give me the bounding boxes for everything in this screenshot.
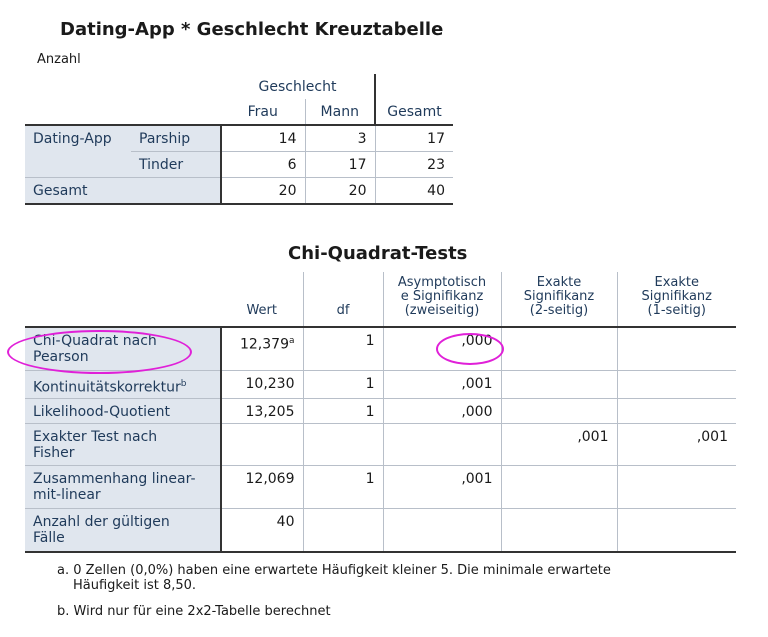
crosstab-subtitle: Anzahl bbox=[37, 52, 81, 67]
footnote-a: a. 0 Zellen (0,0%) haben eine erwartete Häufigkeit kleiner 5. Die minimale erwartete Häufigkeit ist 8,50. bbox=[57, 563, 611, 593]
cell-value: 40 bbox=[221, 509, 303, 552]
cell-value: ,001 bbox=[617, 424, 736, 466]
cell-value bbox=[617, 466, 736, 509]
row-label: Tinder bbox=[131, 152, 221, 178]
header-exakt2: Exakte Signifikanz (2-seitig) bbox=[501, 272, 617, 327]
header-geschlecht: Geschlecht bbox=[258, 78, 337, 95]
table-row bbox=[25, 125, 453, 152]
table-row bbox=[25, 178, 453, 205]
chi-table bbox=[25, 272, 736, 553]
cell-value: ,000 bbox=[383, 327, 501, 370]
cell-value: 6 bbox=[221, 152, 305, 178]
cell-value: 23 bbox=[375, 152, 453, 178]
cell-value: ,001 bbox=[383, 370, 501, 399]
cell-value: 40 bbox=[375, 178, 453, 205]
chi-title: Chi-Quadrat-Tests bbox=[288, 243, 468, 264]
cell-value bbox=[303, 509, 383, 552]
cell-value bbox=[501, 327, 617, 370]
cell-value: 20 bbox=[221, 178, 305, 205]
highlight-circle-significance bbox=[436, 333, 504, 365]
table-row bbox=[25, 152, 453, 178]
header-asym: Asymptotisch e Signifikanz (zweiseitig) bbox=[383, 272, 501, 327]
cell-value: 1 bbox=[303, 399, 383, 424]
cell-value bbox=[617, 370, 736, 399]
cell-value bbox=[501, 399, 617, 424]
table-row bbox=[25, 399, 736, 424]
cell-value bbox=[221, 424, 303, 466]
cell-value bbox=[617, 399, 736, 424]
cell-value bbox=[617, 327, 736, 370]
cell-value: 17 bbox=[305, 152, 375, 178]
cell-value bbox=[383, 424, 501, 466]
cell-value bbox=[383, 509, 501, 552]
footnote-b: b. Wird nur für eine 2x2-Tabelle berechnet bbox=[57, 604, 331, 619]
crosstab-title: Dating-App * Geschlecht Kreuztabelle bbox=[60, 19, 444, 40]
cell-value: 1 bbox=[303, 327, 383, 370]
cell-value: 17 bbox=[375, 125, 453, 152]
cell-value: ,000 bbox=[383, 399, 501, 424]
cell-value bbox=[501, 466, 617, 509]
cell-value: 14 bbox=[221, 125, 305, 152]
total-label: Gesamt bbox=[25, 178, 221, 205]
row-group-label: Dating-App bbox=[25, 125, 131, 152]
header-mann: Mann bbox=[320, 103, 359, 120]
cell-value: 12,069 bbox=[221, 466, 303, 509]
cell-value bbox=[303, 424, 383, 466]
header-wert: Wert bbox=[221, 272, 303, 327]
cell-value: ,001 bbox=[501, 424, 617, 466]
row-label: Parship bbox=[131, 125, 221, 152]
header-exakt1: Exakte Signifikanz (1-seitig) bbox=[641, 275, 712, 318]
crosstab-table bbox=[25, 74, 453, 205]
row-label: Zusammenhang linear- mit-linear bbox=[25, 466, 221, 509]
table-row bbox=[25, 424, 736, 466]
cell-value bbox=[617, 509, 736, 552]
cell-value: 3 bbox=[305, 125, 375, 152]
row-label: Anzahl der gültigen Fälle bbox=[25, 509, 221, 552]
header-df: df bbox=[303, 272, 383, 327]
cell-value: 10,230 bbox=[221, 370, 303, 399]
table-row bbox=[25, 509, 736, 552]
row-label: Kontinuitätskorrektur$^b$ bbox=[25, 370, 221, 399]
header-frau: Frau bbox=[221, 99, 305, 125]
table-row bbox=[25, 466, 736, 509]
cell-value bbox=[501, 370, 617, 399]
row-label: Chi-Quadrat nach Pearson bbox=[25, 327, 221, 370]
header-gesamt: Gesamt bbox=[375, 99, 453, 125]
row-label: Likelihood-Quotient bbox=[25, 399, 221, 424]
cell-value: 13,205 bbox=[221, 399, 303, 424]
highlight-circle-pearson bbox=[7, 330, 192, 374]
cell-value bbox=[501, 509, 617, 552]
cell-value: ,001 bbox=[383, 466, 501, 509]
cell-value: 1 bbox=[303, 370, 383, 399]
cell-value: 1 bbox=[303, 466, 383, 509]
row-label: Exakter Test nach Fisher bbox=[25, 424, 221, 466]
cell-value: 20 bbox=[305, 178, 375, 205]
cell-value: 12,379$^a$ bbox=[221, 327, 303, 370]
table-row bbox=[25, 370, 736, 399]
